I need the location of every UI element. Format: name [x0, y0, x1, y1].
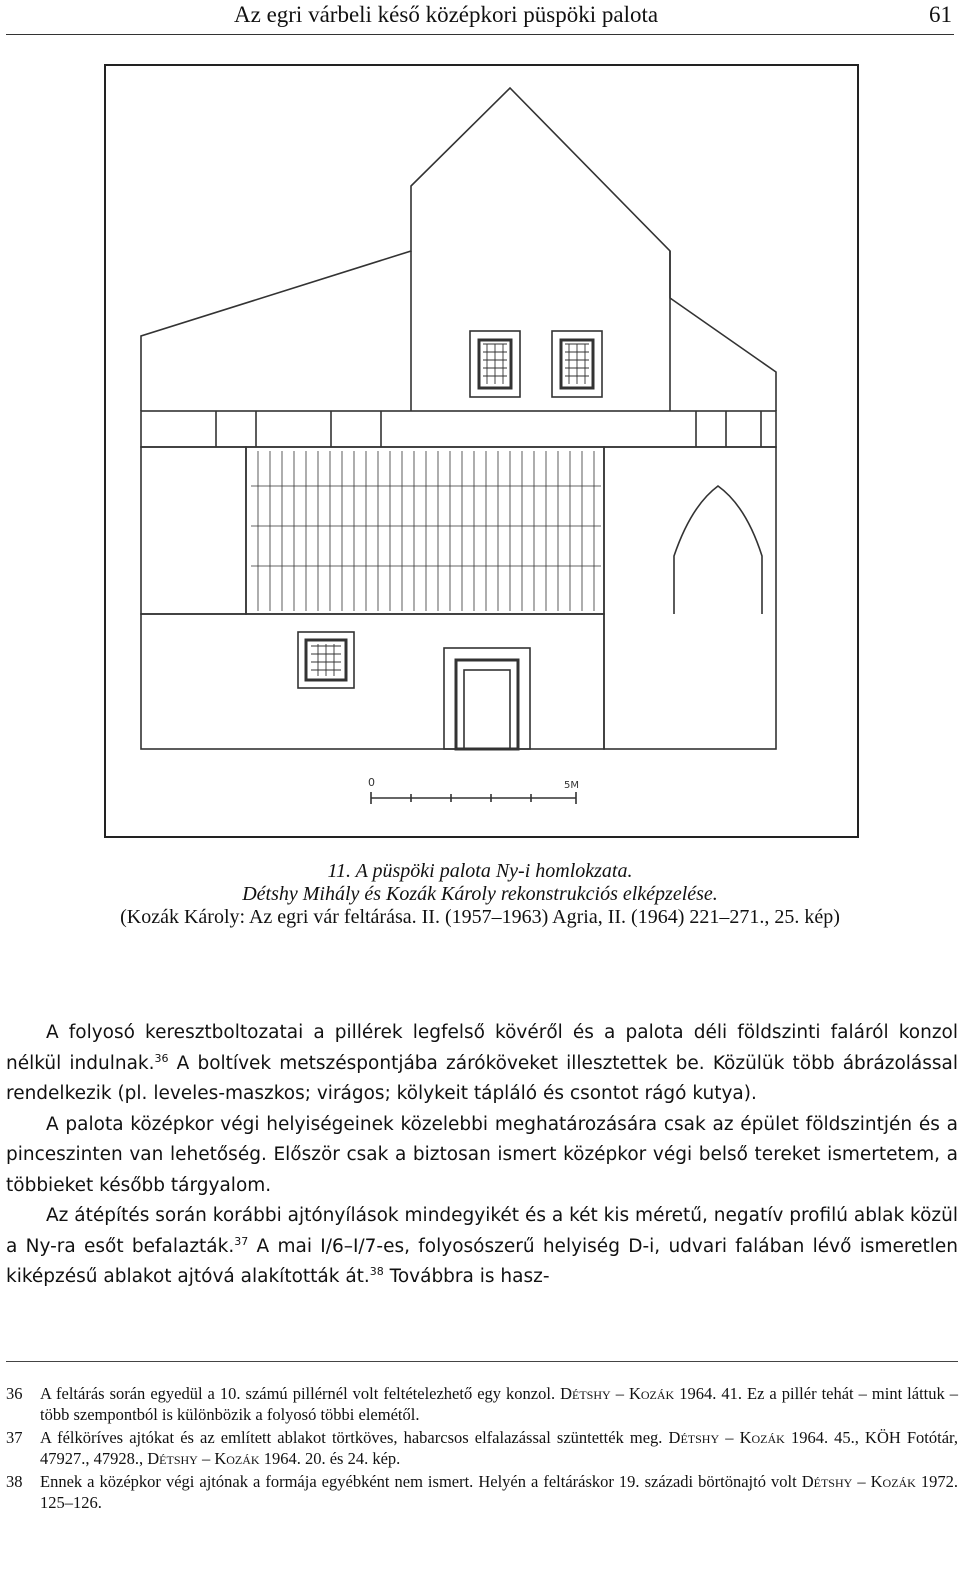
scale-label-end: 5M: [564, 780, 579, 791]
gate-tower: [604, 447, 776, 749]
facade-elevation-svg: [106, 66, 857, 836]
paragraph: [6, 1201, 958, 1293]
author-name: Détshy – Kozák: [801, 1472, 916, 1491]
text-run: 1964. 20. és 24. kép.: [259, 1448, 401, 1468]
body-text: [6, 1018, 958, 1293]
text-run: A mai I/6–I/7-es, folyosószerű helyiség D-i, udvari falában lévő ismeretlen kiképzésű ablakot ajtóvá alakították át.: [6, 1235, 959, 1287]
roof-band: [246, 447, 604, 614]
text-run: A félköríves ajtókat és az említett ablakot törtköves, habarcsos elfalazással szüntették meg.: [40, 1428, 669, 1447]
footnote-number: 36: [6, 1384, 23, 1403]
caption-line-3: (Kozák Károly: Az egri vár feltárása. II. (1957–1963) Agria, II. (1964) 221–271., 25. kép): [120, 906, 840, 928]
footnote-rule: [6, 1361, 958, 1362]
text-run: A folyosó keresztboltozatai a pillérek legfelső kövéről és a palota déli földszinti faláról konzol nélkül indulnak.: [6, 1022, 958, 1074]
footnote-ref: 37: [234, 1234, 249, 1248]
footnote-ref: 38: [369, 1264, 384, 1278]
balustrade-posts: [216, 411, 761, 447]
footnote-number: 38: [6, 1472, 23, 1491]
left-pillar: [141, 447, 246, 614]
text-run: A feltárás során egyedül a 10. számú pillérnél volt feltételezhető egy konzol.: [40, 1384, 561, 1403]
figure-caption: [0, 860, 960, 929]
text-run: Az átépítés során korábbi ajtónyílások mindegyikét és a két kis méretű, negatív profilú ablak közül a Ny-ra esőt befalazták.: [6, 1205, 958, 1257]
lower-window: [298, 632, 354, 688]
door: [444, 648, 530, 749]
scale-bar: [371, 792, 576, 804]
footnote: [6, 1472, 958, 1513]
scale-label-start: 0: [368, 776, 375, 789]
author-name: Détshy – Kozák: [147, 1448, 260, 1468]
text-run: 1964. 45., KÖH Fotótár, 47927., 47928.,: [40, 1428, 959, 1468]
caption-line-1: 11. A püspöki palota Ny-i homlokzata.: [327, 860, 633, 882]
footnote: [6, 1428, 958, 1469]
text-run: Ennek a középkor végi ajtónak a formája egyébként nem ismert. Helyén a feltáráskor 19. századi börtönajtó volt: [40, 1472, 802, 1491]
caption-line-2: Détshy Mihály és Kozák Károly rekonstrukciós elképzelése.: [242, 883, 718, 905]
author-name: Détshy – Kozák: [560, 1384, 675, 1403]
running-title: Az egri várbeli késő középkori püspöki palota: [234, 2, 659, 27]
ground-floor-wall: [141, 614, 604, 749]
text-run: 1964. 41. Ez a pillér tehát – mint láttuk – több szempontból is különbözik a folyosó többi elemétől.: [40, 1384, 959, 1424]
roof-outline: [141, 88, 776, 411]
text-run: A boltívek metszéspontjába záróköveket illesztettek be. Közülük több ábrázolással rendelkezik (pl. leveles-maszkos; virágos; kölykeit tápláló és csontot rágó kutya).: [6, 1052, 958, 1104]
running-header: [6, 0, 954, 35]
text-run: Továbbra is hasz-: [383, 1266, 550, 1287]
author-name: Détshy – Kozák: [668, 1428, 785, 1447]
footnote-ref: 36: [154, 1051, 169, 1065]
footnotes: [6, 1384, 958, 1516]
text-run: A palota középkor végi helyiségeinek közelebbi meghatározására csak az épület földszintjén és a pinceszinten van lehetőség. Először csak a biztosan ismert középkor végi belső tereket ismertetem, a többieket később tárgyalom.: [6, 1113, 958, 1196]
balustrade: [141, 411, 776, 447]
footnote: [6, 1384, 958, 1425]
paragraph: [6, 1110, 958, 1202]
roof-hatching: [251, 451, 601, 611]
footnote-number: 37: [6, 1428, 23, 1447]
upper-window-right: [552, 331, 602, 397]
facade-drawing: [104, 64, 859, 838]
gothic-arch: [674, 486, 762, 614]
page-number: 61: [929, 2, 952, 27]
text-run: 1972. 125–126.: [40, 1472, 959, 1512]
upper-window-left: [470, 331, 520, 397]
paragraph: [6, 1018, 958, 1110]
